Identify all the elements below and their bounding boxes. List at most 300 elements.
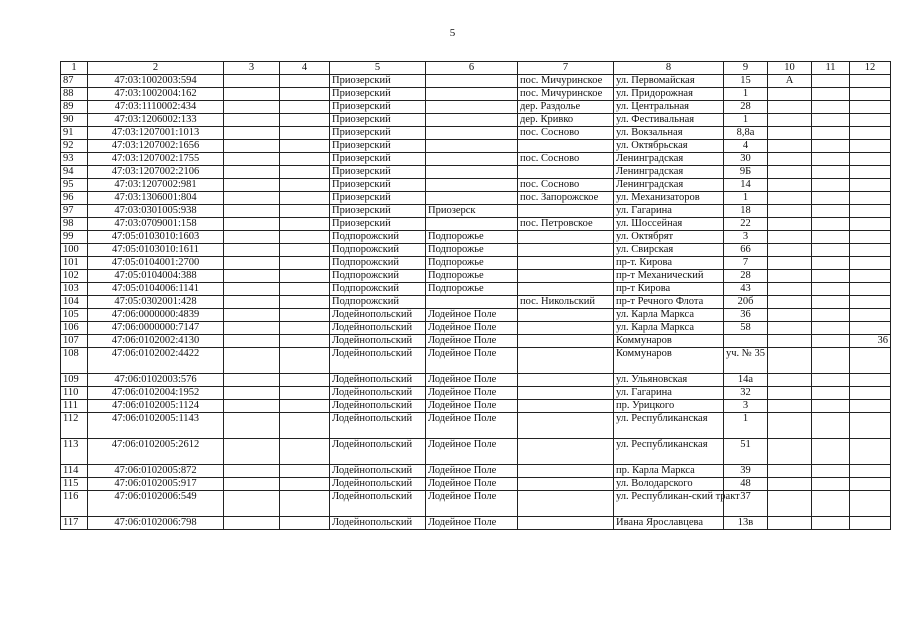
- cell-col-3: [224, 335, 280, 348]
- cell-col-4: [280, 75, 330, 88]
- cell-col-11: [812, 88, 850, 101]
- table-row: [61, 517, 891, 530]
- settlement-name: [518, 374, 614, 387]
- row-number: 110: [61, 387, 88, 400]
- cadastral-number: 47:03:1207002:1656: [88, 140, 224, 153]
- settlement-name: пос. Никольский: [518, 296, 614, 309]
- city-name: [426, 166, 518, 179]
- table-row: [61, 309, 891, 322]
- table-row: [61, 153, 891, 166]
- page-number: 5: [449, 27, 456, 39]
- district-name: Приозерский: [330, 88, 426, 101]
- settlement-name: пос. Запорожское: [518, 192, 614, 205]
- cell-col-11: [812, 192, 850, 205]
- cell-col-12: [850, 348, 891, 374]
- district-name: Лодейнопольский: [330, 478, 426, 491]
- cell-col-3: [224, 283, 280, 296]
- cell-col-4: [280, 166, 330, 179]
- street-name: ул. Карла Маркса: [614, 309, 724, 322]
- row-number: 105: [61, 309, 88, 322]
- cell-col-11: [812, 218, 850, 231]
- row-number: 91: [61, 127, 88, 140]
- house-number: уч. № 35: [724, 348, 768, 374]
- cell-col-11: [812, 231, 850, 244]
- cell-col-11: [812, 348, 850, 374]
- row-number: 89: [61, 101, 88, 114]
- cell-col-12: [850, 387, 891, 400]
- cell-col-11: [812, 179, 850, 192]
- settlement-name: [518, 413, 614, 439]
- cell-col-11: [812, 335, 850, 348]
- house-number: 30: [724, 153, 768, 166]
- cell-col-3: [224, 517, 280, 530]
- cadastral-number: 47:06:0102006:549: [88, 491, 224, 517]
- settlement-name: [518, 400, 614, 413]
- house-number: 36: [724, 309, 768, 322]
- table-row: [61, 88, 891, 101]
- cell-col-12: [850, 218, 891, 231]
- cadastral-number: 47:03:1002003:594: [88, 75, 224, 88]
- cell-col-12: [850, 309, 891, 322]
- table-row: [61, 140, 891, 153]
- house-number: 20б: [724, 296, 768, 309]
- cell-col-11: [812, 400, 850, 413]
- cadastral-number: 47:06:0000000:4839: [88, 309, 224, 322]
- city-name: [426, 179, 518, 192]
- cell-col-3: [224, 296, 280, 309]
- table-row: [61, 335, 891, 348]
- district-name: Приозерский: [330, 166, 426, 179]
- city-name: [426, 101, 518, 114]
- cell-col-4: [280, 244, 330, 257]
- cell-col-12: [850, 166, 891, 179]
- table-row: [61, 179, 891, 192]
- street-name: пр. Урицкого: [614, 400, 724, 413]
- house-number: 43: [724, 283, 768, 296]
- cell-col-4: [280, 270, 330, 283]
- city-name: [426, 75, 518, 88]
- cell-col-4: [280, 413, 330, 439]
- street-name: Коммунаров: [614, 335, 724, 348]
- city-name: Лодейное Поле: [426, 374, 518, 387]
- building-letter: [768, 218, 812, 231]
- cell-col-3: [224, 400, 280, 413]
- cell-col-3: [224, 478, 280, 491]
- cell-col-11: [812, 491, 850, 517]
- house-number: 8,8а: [724, 127, 768, 140]
- building-letter: [768, 140, 812, 153]
- cadastral-number: 47:03:1207001:1013: [88, 127, 224, 140]
- building-letter: [768, 348, 812, 374]
- cadastral-number: 47:05:0104006:1141: [88, 283, 224, 296]
- cell-col-3: [224, 309, 280, 322]
- street-name: ул. Первомайская: [614, 75, 724, 88]
- cell-col-3: [224, 244, 280, 257]
- district-name: Лодейнопольский: [330, 413, 426, 439]
- street-name: ул. Республикан-ский тракт: [614, 491, 724, 517]
- row-number: 109: [61, 374, 88, 387]
- cell-col-4: [280, 400, 330, 413]
- table-row: [61, 166, 891, 179]
- settlement-name: пос. Мичуринское: [518, 75, 614, 88]
- building-letter: [768, 478, 812, 491]
- house-number: 28: [724, 270, 768, 283]
- cell-col-4: [280, 257, 330, 270]
- row-number: 111: [61, 400, 88, 413]
- header-row: [61, 62, 891, 75]
- city-name: Лодейное Поле: [426, 400, 518, 413]
- street-name: Коммунаров: [614, 348, 724, 374]
- cell-col-3: [224, 192, 280, 205]
- building-letter: [768, 322, 812, 335]
- street-name: Ленинградская: [614, 179, 724, 192]
- house-number: 13в: [724, 517, 768, 530]
- city-name: Подпорожье: [426, 270, 518, 283]
- building-letter: [768, 101, 812, 114]
- cadastral-number: 47:03:1207002:981: [88, 179, 224, 192]
- cell-col-11: [812, 517, 850, 530]
- street-name: пр-т Кирова: [614, 283, 724, 296]
- street-name: пр-т Речного Флота: [614, 296, 724, 309]
- cell-col-11: [812, 101, 850, 114]
- settlement-name: [518, 257, 614, 270]
- cell-col-12: [850, 413, 891, 439]
- table-row: [61, 231, 891, 244]
- cell-col-12: [850, 205, 891, 218]
- table-row: [61, 101, 891, 114]
- city-name: [426, 127, 518, 140]
- district-name: Подпорожский: [330, 283, 426, 296]
- row-number: 116: [61, 491, 88, 517]
- cadastral-number: 47:06:0102005:1143: [88, 413, 224, 439]
- header-col-5: 5: [330, 62, 426, 75]
- header-col-12: 12: [850, 62, 891, 75]
- street-name: ул. Гагарина: [614, 205, 724, 218]
- house-number: 3: [724, 400, 768, 413]
- city-name: Подпорожье: [426, 244, 518, 257]
- house-number: 4: [724, 140, 768, 153]
- cell-col-3: [224, 166, 280, 179]
- cell-col-3: [224, 101, 280, 114]
- house-number: 1: [724, 114, 768, 127]
- street-name: ул. Фестивальная: [614, 114, 724, 127]
- cell-col-3: [224, 374, 280, 387]
- settlement-name: [518, 478, 614, 491]
- city-name: Лодейное Поле: [426, 413, 518, 439]
- city-name: Лодейное Поле: [426, 348, 518, 374]
- settlement-name: [518, 166, 614, 179]
- settlement-name: дер. Раздолье: [518, 101, 614, 114]
- house-number: 48: [724, 478, 768, 491]
- house-number: 14: [724, 179, 768, 192]
- cell-col-3: [224, 413, 280, 439]
- district-name: Приозерский: [330, 101, 426, 114]
- district-name: Приозерский: [330, 114, 426, 127]
- cadastral-number: 47:06:0102006:798: [88, 517, 224, 530]
- settlement-name: пос. Сосново: [518, 179, 614, 192]
- cell-col-12: [850, 439, 891, 465]
- district-name: Приозерский: [330, 192, 426, 205]
- cadastral-number: 47:03:1207002:1755: [88, 153, 224, 166]
- cadastral-number: 47:05:0104004:388: [88, 270, 224, 283]
- cell-col-12: [850, 88, 891, 101]
- cell-col-12: [850, 374, 891, 387]
- cadastral-number: 47:03:0709001:158: [88, 218, 224, 231]
- row-number: 112: [61, 413, 88, 439]
- house-number: 32: [724, 387, 768, 400]
- street-name: ул. Шоссейная: [614, 218, 724, 231]
- district-name: Лодейнопольский: [330, 491, 426, 517]
- cell-col-3: [224, 218, 280, 231]
- cell-col-3: [224, 465, 280, 478]
- cell-col-4: [280, 127, 330, 140]
- cell-col-3: [224, 140, 280, 153]
- cell-col-3: [224, 179, 280, 192]
- city-name: Лодейное Поле: [426, 322, 518, 335]
- settlement-name: [518, 348, 614, 374]
- settlement-name: дер. Кривко: [518, 114, 614, 127]
- cell-col-4: [280, 309, 330, 322]
- settlement-name: [518, 335, 614, 348]
- row-number: 100: [61, 244, 88, 257]
- cell-col-4: [280, 335, 330, 348]
- table-row: [61, 491, 891, 517]
- cell-col-11: [812, 166, 850, 179]
- settlement-name: пос. Петровское: [518, 218, 614, 231]
- district-name: Подпорожский: [330, 257, 426, 270]
- row-number: 107: [61, 335, 88, 348]
- cell-col-4: [280, 348, 330, 374]
- cell-col-12: [850, 140, 891, 153]
- street-name: ул. Гагарина: [614, 387, 724, 400]
- row-number: 103: [61, 283, 88, 296]
- house-number: 39: [724, 465, 768, 478]
- city-name: [426, 114, 518, 127]
- city-name: Лодейное Поле: [426, 309, 518, 322]
- row-number: 113: [61, 439, 88, 465]
- settlement-name: [518, 283, 614, 296]
- city-name: Лодейное Поле: [426, 335, 518, 348]
- header-col-6: 6: [426, 62, 518, 75]
- settlement-name: [518, 309, 614, 322]
- district-name: Приозерский: [330, 205, 426, 218]
- house-number: 58: [724, 322, 768, 335]
- cell-col-11: [812, 478, 850, 491]
- cell-col-11: [812, 153, 850, 166]
- district-name: Подпорожский: [330, 270, 426, 283]
- table-row: [61, 348, 891, 374]
- cadastral-number: 47:06:0102005:1124: [88, 400, 224, 413]
- settlement-name: пос. Мичуринское: [518, 88, 614, 101]
- settlement-name: [518, 491, 614, 517]
- cell-col-11: [812, 140, 850, 153]
- street-name: Ивана Ярославцева: [614, 517, 724, 530]
- cell-col-4: [280, 387, 330, 400]
- cadastral-number: 47:05:0104001:2700: [88, 257, 224, 270]
- row-number: 114: [61, 465, 88, 478]
- cadastral-number: 47:06:0102005:2612: [88, 439, 224, 465]
- header-col-1: 1: [61, 62, 88, 75]
- cell-col-12: [850, 491, 891, 517]
- city-name: Лодейное Поле: [426, 439, 518, 465]
- settlement-name: [518, 244, 614, 257]
- building-letter: [768, 127, 812, 140]
- house-number: [724, 335, 768, 348]
- building-letter: [768, 374, 812, 387]
- city-name: [426, 153, 518, 166]
- district-name: Подпорожский: [330, 296, 426, 309]
- settlement-name: [518, 465, 614, 478]
- cell-col-12: [850, 153, 891, 166]
- cell-col-3: [224, 322, 280, 335]
- cell-col-3: [224, 348, 280, 374]
- cell-col-11: [812, 257, 850, 270]
- city-name: [426, 88, 518, 101]
- street-name: ул. Республиканская: [614, 413, 724, 439]
- district-name: Лодейнопольский: [330, 309, 426, 322]
- street-name: пр. Карла Маркса: [614, 465, 724, 478]
- street-name: пр-т Механический: [614, 270, 724, 283]
- cell-col-4: [280, 153, 330, 166]
- cell-col-11: [812, 283, 850, 296]
- district-name: Подпорожский: [330, 244, 426, 257]
- district-name: Приозерский: [330, 218, 426, 231]
- header-col-8: 8: [614, 62, 724, 75]
- cell-col-3: [224, 491, 280, 517]
- cell-col-12: [850, 465, 891, 478]
- street-name: ул. Ульяновская: [614, 374, 724, 387]
- row-number: 117: [61, 517, 88, 530]
- cell-col-12: [850, 231, 891, 244]
- building-letter: [768, 244, 812, 257]
- settlement-name: [518, 517, 614, 530]
- district-name: Приозерский: [330, 179, 426, 192]
- building-letter: А: [768, 75, 812, 88]
- cadastral-number: 47:05:0103010:1611: [88, 244, 224, 257]
- house-number: 51: [724, 439, 768, 465]
- district-name: Лодейнопольский: [330, 400, 426, 413]
- building-letter: [768, 517, 812, 530]
- row-number: 93: [61, 153, 88, 166]
- cell-col-11: [812, 374, 850, 387]
- city-name: Лодейное Поле: [426, 517, 518, 530]
- cadastral-number: 47:03:1207002:2106: [88, 166, 224, 179]
- table-row: [61, 387, 891, 400]
- table-row: [61, 478, 891, 491]
- city-name: Подпорожье: [426, 231, 518, 244]
- building-letter: [768, 387, 812, 400]
- district-name: Лодейнопольский: [330, 517, 426, 530]
- settlement-name: пос. Сосново: [518, 127, 614, 140]
- cell-col-11: [812, 244, 850, 257]
- settlement-name: пос. Сосново: [518, 153, 614, 166]
- row-number: 101: [61, 257, 88, 270]
- street-name: ул. Октябрят: [614, 231, 724, 244]
- district-name: Лодейнопольский: [330, 439, 426, 465]
- house-number: 22: [724, 218, 768, 231]
- table-row: [61, 413, 891, 439]
- district-name: Приозерский: [330, 75, 426, 88]
- cadastral-number: 47:06:0102003:576: [88, 374, 224, 387]
- table-row: [61, 283, 891, 296]
- street-name: ул. Центральная: [614, 101, 724, 114]
- row-number: 104: [61, 296, 88, 309]
- district-name: Приозерский: [330, 127, 426, 140]
- building-letter: [768, 309, 812, 322]
- cell-col-12: [850, 296, 891, 309]
- house-number: 1: [724, 192, 768, 205]
- row-number: 92: [61, 140, 88, 153]
- house-number: 14а: [724, 374, 768, 387]
- header-col-9: 9: [724, 62, 768, 75]
- cell-col-3: [224, 205, 280, 218]
- settlement-name: [518, 439, 614, 465]
- building-letter: [768, 491, 812, 517]
- table-row: [61, 400, 891, 413]
- cell-col-4: [280, 231, 330, 244]
- cell-col-11: [812, 114, 850, 127]
- city-name: Лодейное Поле: [426, 491, 518, 517]
- row-number: 90: [61, 114, 88, 127]
- table-row: [61, 75, 891, 88]
- street-name: ул. Республиканская: [614, 439, 724, 465]
- district-name: Подпорожский: [330, 231, 426, 244]
- building-letter: [768, 153, 812, 166]
- city-name: [426, 296, 518, 309]
- cell-col-12: [850, 478, 891, 491]
- row-number: 94: [61, 166, 88, 179]
- settlement-name: [518, 231, 614, 244]
- cell-col-4: [280, 465, 330, 478]
- cell-col-12: [850, 257, 891, 270]
- cell-col-12: [850, 179, 891, 192]
- cell-col-4: [280, 478, 330, 491]
- cadastral-number: 47:06:0102004:1952: [88, 387, 224, 400]
- building-letter: [768, 413, 812, 439]
- cell-col-11: [812, 465, 850, 478]
- table-row: [61, 374, 891, 387]
- table-row: [61, 218, 891, 231]
- cell-col-4: [280, 140, 330, 153]
- house-number: 7: [724, 257, 768, 270]
- house-number: 37: [724, 491, 768, 517]
- table-row: [61, 244, 891, 257]
- cell-col-4: [280, 322, 330, 335]
- city-name: Подпорожье: [426, 257, 518, 270]
- street-name: пр-т. Кирова: [614, 257, 724, 270]
- house-number: 28: [724, 101, 768, 114]
- city-name: Лодейное Поле: [426, 387, 518, 400]
- cell-col-3: [224, 231, 280, 244]
- table-row: [61, 114, 891, 127]
- header-col-2: 2: [88, 62, 224, 75]
- house-number: 18: [724, 205, 768, 218]
- row-number: 95: [61, 179, 88, 192]
- building-letter: [768, 283, 812, 296]
- building-letter: [768, 179, 812, 192]
- street-name: Ленинградская: [614, 166, 724, 179]
- house-number: 1: [724, 88, 768, 101]
- settlement-name: [518, 387, 614, 400]
- cell-col-4: [280, 517, 330, 530]
- cell-col-12: [850, 244, 891, 257]
- city-name: [426, 140, 518, 153]
- street-name: ул. Володарского: [614, 478, 724, 491]
- header-col-7: 7: [518, 62, 614, 75]
- cell-col-3: [224, 439, 280, 465]
- street-name: ул. Придорожная: [614, 88, 724, 101]
- building-letter: [768, 257, 812, 270]
